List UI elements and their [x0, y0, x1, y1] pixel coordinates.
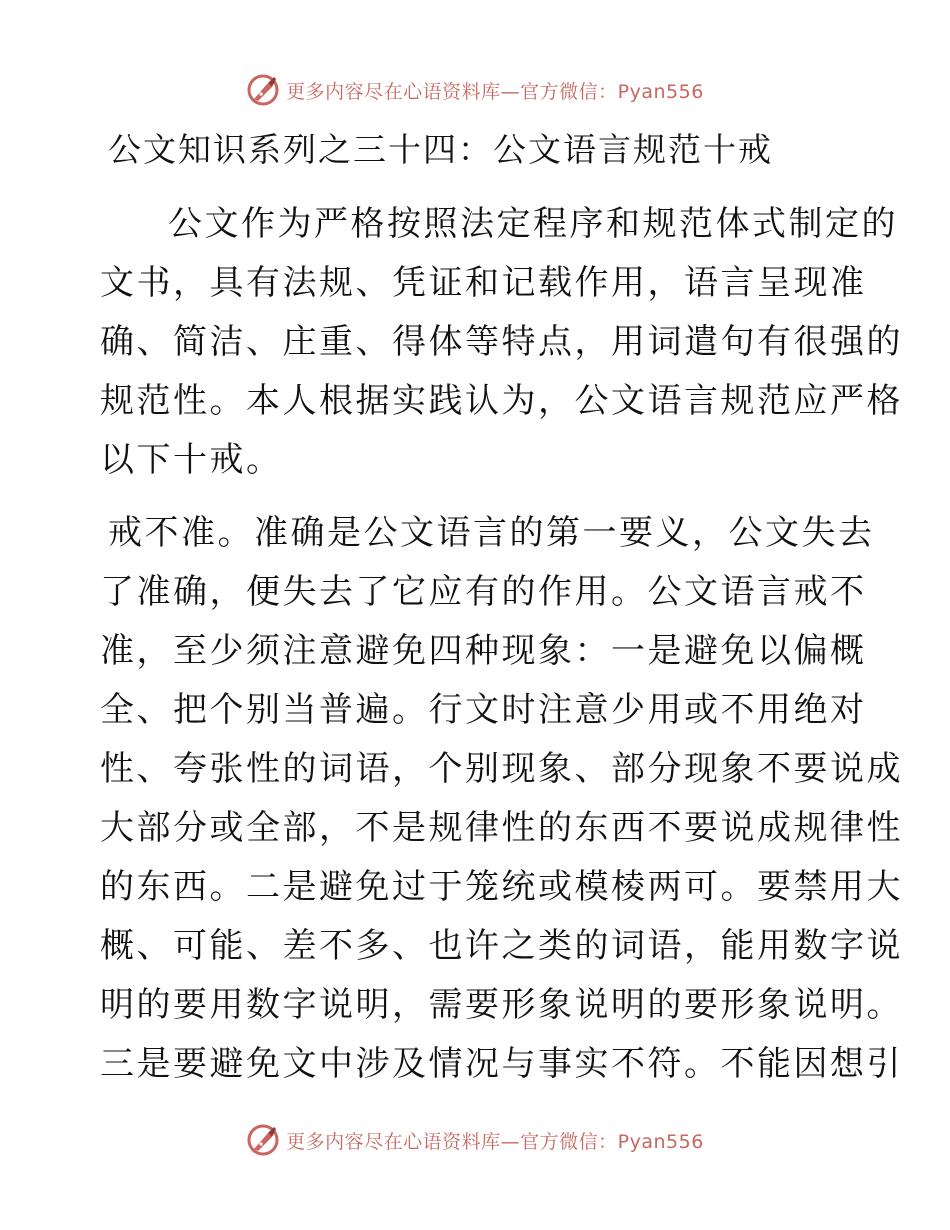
paragraph-line: 概、可能、差不多、也许之类的词语，能用数字说 [100, 926, 903, 966]
paragraph-line: 公文作为严格按照法定程序和规范体式制定的 [168, 204, 898, 244]
fountain-pen-logo-icon [246, 73, 280, 107]
paragraph-line: 戒不准。准确是公文语言的第一要义，公文失去 [108, 513, 875, 553]
header-banner [0, 70, 950, 110]
paragraph-line: 性、夸张性的词语，个别现象、部分现象不要说成 [100, 749, 903, 789]
paragraph-line: 的东西。二是避免过于笼统或模棱两可。要禁用大 [100, 867, 903, 907]
document-title: 公文知识系列之三十四：公文语言规范十戒 [108, 130, 773, 169]
paragraph-line: 明的要用数字说明，需要形象说明的要形象说明。 [100, 985, 903, 1025]
fountain-pen-logo-icon [246, 1123, 280, 1157]
paragraph-line: 准，至少须注意避免四种现象：一是避免以偏概 [100, 631, 867, 671]
paragraph-rule-one [100, 504, 903, 1094]
footer-banner [0, 1120, 950, 1160]
footer-banner-text: 更多内容尽在心语资料库—官方微信：Pyan556 [286, 1130, 704, 1153]
paragraph-line: 确、简洁、庄重、得体等特点，用词遣句有很强的 [100, 322, 903, 362]
paragraph-line: 大部分或全部，不是规律性的东西不要说成规律性 [100, 808, 903, 848]
paragraph-line: 规范性。本人根据实践认为，公文语言规范应严格 [100, 381, 903, 421]
paragraph-line: 以下十戒。 [100, 440, 283, 480]
paragraph-line: 了准确，便失去了它应有的作用。公文语言戒不 [100, 572, 867, 612]
paragraph-line: 全、把个别当普遍。行文时注意少用或不用绝对 [100, 690, 867, 730]
paragraph-line: 三是要避免文中涉及情况与事实不符。不能因想引 [100, 1044, 903, 1084]
paragraph-line: 文书，具有法规、凭证和记载作用，语言呈现准 [100, 263, 867, 303]
header-banner-text: 更多内容尽在心语资料库—官方微信：Pyan556 [286, 80, 704, 103]
paragraph-intro [100, 195, 903, 490]
